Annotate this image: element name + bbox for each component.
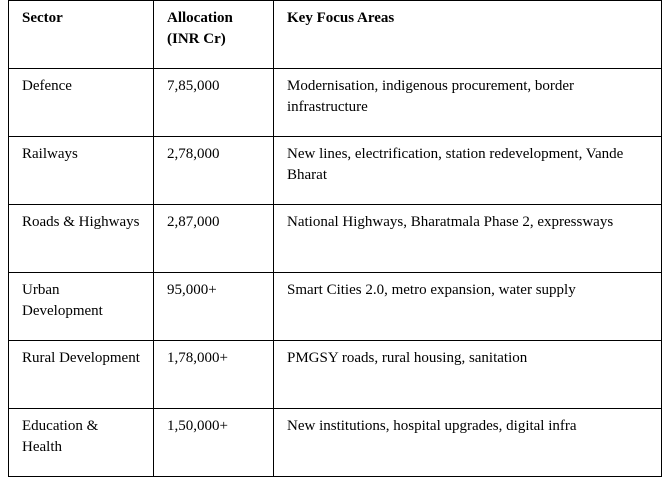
header-key-focus-areas: Key Focus Areas	[274, 1, 662, 69]
cell-sector: Urban Development	[9, 273, 154, 341]
cell-focus: New institutions, hospital upgrades, digital infra	[274, 409, 662, 477]
header-allocation: Allocation (INR Cr)	[154, 1, 274, 69]
cell-allocation: 2,78,000	[154, 137, 274, 205]
cell-sector: Defence	[9, 69, 154, 137]
table-row	[9, 409, 662, 477]
allocation-table	[8, 0, 662, 477]
table-row	[9, 69, 662, 137]
cell-allocation: 1,78,000+	[154, 341, 274, 409]
cell-sector: Railways	[9, 137, 154, 205]
table-row	[9, 205, 662, 273]
cell-sector: Education & Health	[9, 409, 154, 477]
cell-focus: Modernisation, indigenous procurement, border infrastructure	[274, 69, 662, 137]
table-edge-marker	[661, 421, 668, 467]
header-sector: Sector	[9, 1, 154, 69]
cell-allocation: 2,87,000	[154, 205, 274, 273]
table-row	[9, 137, 662, 205]
cell-focus: National Highways, Bharatmala Phase 2, expressways	[274, 205, 662, 273]
cell-allocation: 1,50,000+	[154, 409, 274, 477]
cell-focus: Smart Cities 2.0, metro expansion, water supply	[274, 273, 662, 341]
cell-focus: PMGSY roads, rural housing, sanitation	[274, 341, 662, 409]
table-header-row	[9, 1, 662, 69]
cell-focus: New lines, electrification, station redevelopment, Vande Bharat	[274, 137, 662, 205]
cell-allocation: 95,000+	[154, 273, 274, 341]
table-row	[9, 273, 662, 341]
cell-sector: Roads & Highways	[9, 205, 154, 273]
cell-allocation: 7,85,000	[154, 69, 274, 137]
cell-sector: Rural Development	[9, 341, 154, 409]
table-row	[9, 341, 662, 409]
